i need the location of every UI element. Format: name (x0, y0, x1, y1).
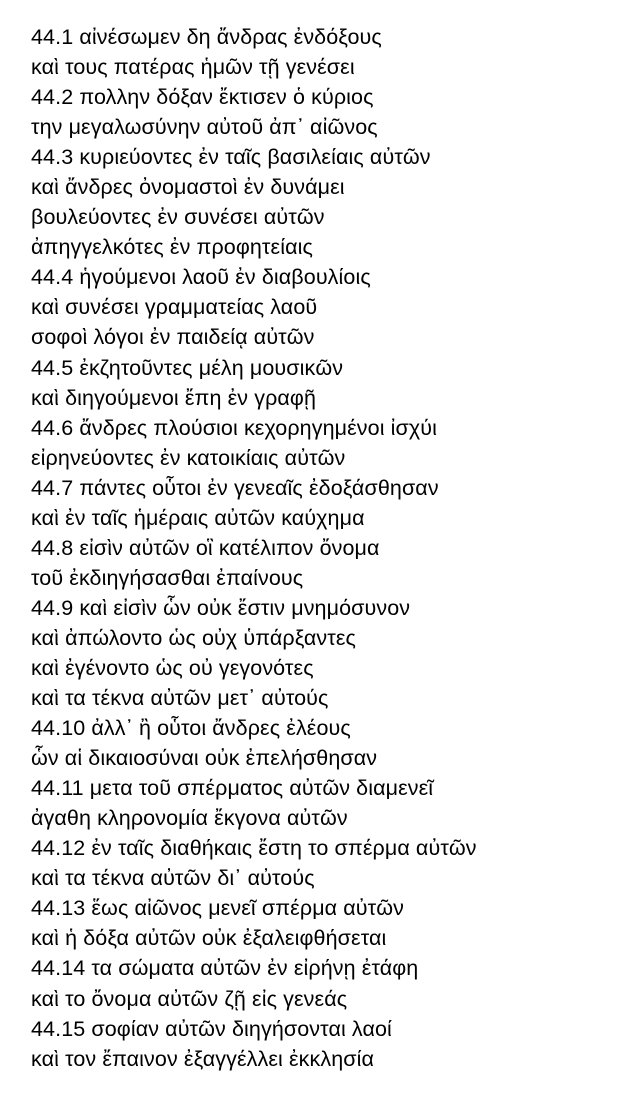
text-line: 44.6 ἄνδρες πλούσιοι κεχορηγημένοι ἰσχύι (31, 415, 438, 440)
text-line: βουλεύοντες ἐν συνέσει αὐτῶν (31, 205, 325, 230)
text-line: καὶ ἐν ταῖς ἡμέραις αὐτῶν καύχημα (31, 505, 365, 530)
text-line: τοῦ ἐκδιηγήσασθαι ἐπαίνους (31, 565, 304, 590)
text-line: καὶ διηγούμενοι ἔπη ἐν γραφῇ (31, 385, 317, 410)
text-line: καὶ ἡ δόξα αὐτῶν οὐκ ἐξαλειφθήσεται (31, 926, 387, 951)
text-line: 44.13 ἕως αἰῶνος μενεῖ σπέρμα αὐτῶν (31, 896, 404, 921)
text-line: ἀγαθη κληρονομία ἔκγονα αὐτῶν (31, 806, 348, 831)
text-line: καὶ ἄνδρες ὀνομαστοὶ ἐν δυνάμει (31, 175, 345, 200)
text-line: καὶ τα τέκνα αὐτῶν μετ᾽ αὐτούς (31, 686, 329, 711)
greek-text-passage (31, 22, 611, 1074)
text-line: καὶ συνέσει γραμματείας λαοῦ (31, 295, 318, 320)
text-line: εἰρηνεύοντες ἐν κατοικίαις αὐτῶν (31, 445, 346, 470)
text-line: 44.9 καὶ εἰσὶν ὧν οὐκ ἔστιν μνημόσυνον (31, 595, 411, 620)
text-line: 44.8 εἰσὶν αὐτῶν οἳ κατέλιπον ὄνομα (31, 535, 380, 560)
text-line: καὶ το ὄνομα αὐτῶν ζῇ εἰς γενεάς (31, 986, 348, 1011)
text-line: 44.2 πολλην δόξαν ἔκτισεν ὁ κύριος (31, 85, 374, 110)
text-line: 44.14 τα σώματα αὐτῶν ἐν εἰρήνῃ ἐτάφη (31, 956, 419, 981)
text-line: καὶ ἐγένοντο ὡς οὐ γεγονότες (31, 655, 314, 680)
text-line: 44.3 κυριεύοντες ἐν ταῖς βασιλείαις αὐτῶν (31, 145, 431, 170)
text-line: σοφοὶ λόγοι ἐν παιδείᾳ αὐτῶν (31, 325, 315, 350)
text-line: 44.7 πάντες οὗτοι ἐν γενεαῖς ἐδοξάσθησαν (31, 475, 439, 500)
text-line: 44.15 σοφίαν αὐτῶν διηγήσονται λαοί (31, 1016, 392, 1041)
text-line: 44.4 ἡγούμενοι λαοῦ ἐν διαβουλίοις (31, 265, 371, 290)
text-line: καὶ ἀπώλοντο ὡς οὐχ ὑπάρξαντες (31, 625, 356, 650)
text-line: ἀπηγγελκότες ἐν προφητείαις (31, 235, 313, 260)
text-line: 44.5 ἐκζητοῦντες μέλη μουσικῶν (31, 355, 344, 380)
text-line: 44.1 αἰνέσωμεν δη ἄνδρας ἐνδόξους (31, 25, 382, 49)
text-line: 44.12 ἐν ταῖς διαθήκαις ἔστη το σπέρμα αὐτῶν (31, 836, 477, 861)
text-line: ὧν αἱ δικαιοσύναι οὐκ ἐπελήσθησαν (31, 746, 378, 771)
text-line: καὶ τους πατέρας ἡμῶν τῇ γενέσει (31, 55, 355, 80)
text-line: την μεγαλωσύνην αὐτοῦ ἀπ᾽ αἰῶνος (31, 115, 378, 140)
text-line: 44.10 ἀλλ᾽ ἢ οὗτοι ἄνδρες ἐλέους (31, 716, 351, 741)
text-line: 44.11 μετα τοῦ σπέρματος αὐτῶν διαμενεῖ (31, 776, 434, 801)
text-line: καὶ τα τέκνα αὐτῶν δι᾽ αὐτούς (31, 866, 315, 891)
text-line: καὶ τον ἔπαινον ἐξαγγέλλει ἐκκλησία (31, 1046, 375, 1071)
